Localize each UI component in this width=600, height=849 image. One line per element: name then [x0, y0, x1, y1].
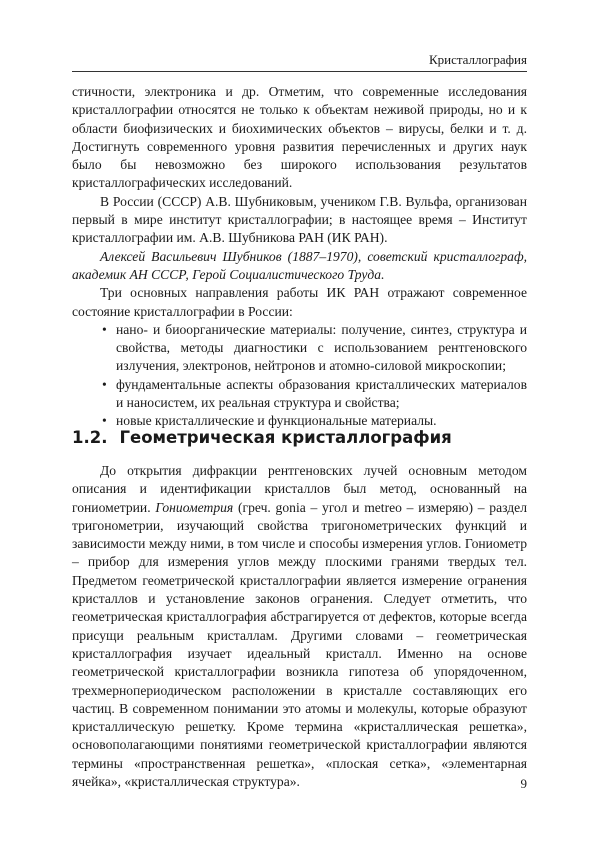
intro-paragraph-1: стичности, электроника и др. Отметим, что современные исследования кристаллографии относятся не только к объектам неживой природы, но и к области биофизических и биохимических объектов – вирусы, белки и т. д. Достигнуть современного уровня развития перечисленных и других наук было бы невозможно без широкого использования результатов кристаллографических исследований. [72, 84, 527, 191]
term-goniometry: Гониометрия [155, 499, 234, 515]
research-directions-list [72, 321, 527, 431]
intro-paragraph-2: В России (СССР) А.В. Шубниковым, учеником Г.В. Вульфа, организован первый в мире институт кристаллографии; в настоящее время – Институт кристаллографии им. А.В. Шубникова РАН (ИК РАН). [72, 193, 527, 246]
intro-paragraph-3: Три основных направления работы ИК РАН отражают современное состояние кристаллографии в России: [72, 285, 527, 319]
section-paragraph [72, 462, 527, 791]
header-rule [72, 71, 527, 72]
portrait-caption: Алексей Васильевич Шубников (1887–1970), советский кристаллограф, академик АН СССР, Герой Социалистического Труда. [72, 248, 527, 282]
section-heading [72, 427, 527, 449]
running-head-title: Кристаллография [428, 52, 527, 67]
section-text-rest: (греч. gonia – угол и metreo – измеряю) – раздел тригонометрии, изучающий свойства тригонометрических функций и зависимости между ними, в том числе и способы измерения углов. Гониометр – прибор для измерения углов между плоскими гранями твердых тел. Предметом геометрической кристаллографии является измерение огранения кристаллов и установление законов огранения. Следует отметить, что геометрическая кристаллография абстрагируется от дефектов, которые всегда присущи реальным кристаллам. Другими словами – геометрическая кристаллография изучает идеальный кристалл. Именно на основе геометрической кристаллографии возникла гипотеза об упорядоченном, трехмернопериодическом расположении в кристалле составляющих его частиц. В современном понимании это атомы и молекулы, которые образуют кристаллическую решетку. Кроме термина «кристаллическая решетка», основополагающими понятиями геометрической кристаллографии являются термины «пространственная решетка», «плоская сетка», «элементарная ячейка», «кристаллическая структура». [72, 499, 527, 790]
page-number: 9 [520, 776, 527, 791]
section-number: 1.2. [72, 428, 108, 447]
section-title: Геометрическая кристаллография [119, 428, 452, 447]
section-text-lead: До открытия дифракции рентгеновских лучей основным методом описания и идентификации кристаллов был метод, основанный на гониометрии. [72, 463, 527, 515]
intro-text-block [72, 83, 527, 431]
list-item: • новые кристаллические и функциональные материалы. [116, 412, 527, 430]
list-item: • фундаментальные аспекты образования кристаллических материалов и наносистем, их реальная структура и свойства; [116, 376, 527, 413]
list-item: • нано- и биоорганические материалы: получение, синтез, структура и свойства, методы диагностики с использованием рентгеновского излучения, электронов, нейтронов и атомно-силовой микроскопии; [116, 321, 527, 376]
section-text-block [72, 462, 527, 791]
